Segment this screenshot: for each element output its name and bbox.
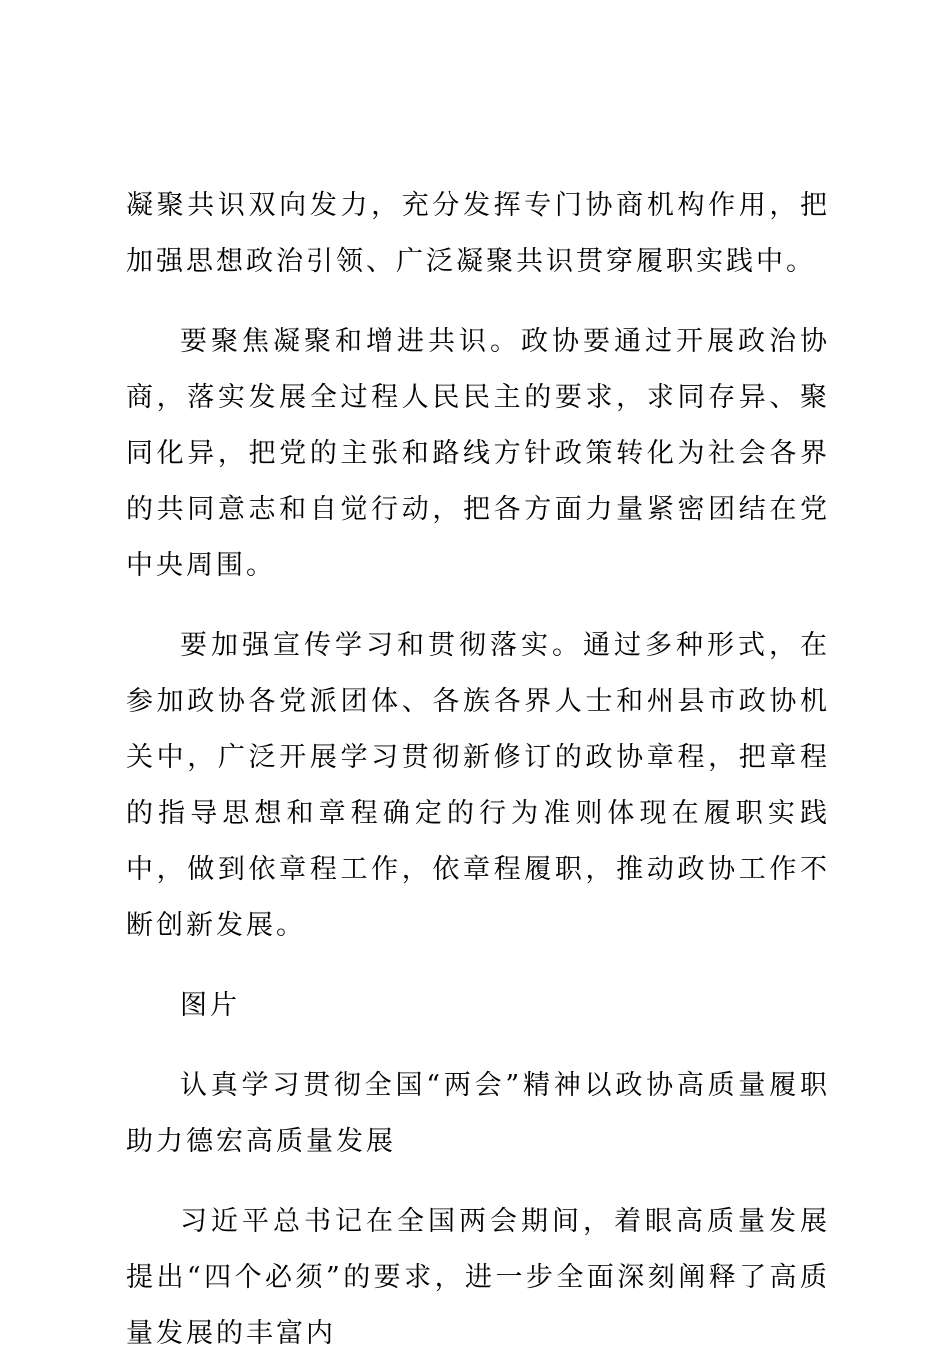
paragraph-consensus: 要聚焦凝聚和增进共识。政协要通过开展政治协商，落实发展全过程人民民主的要求，求同存异、聚同化异，把党的主张和路线方针政策转化为社会各界的共同意志和自觉行动，把各方面力量紧密团结在党中央周围。 bbox=[126, 326, 830, 581]
paragraph-continuation: 凝聚共识双向发力，充分发挥专门协商机构作用，把加强思想政治引领、广泛凝聚共识贯穿履职实践中。 bbox=[126, 190, 830, 277]
image-caption: 图片 bbox=[180, 990, 240, 1021]
section-heading: 认真学习贯彻全国“两会”精神以政协高质量履职助力德宏高质量发展 bbox=[126, 1070, 830, 1157]
paragraph-xi-remarks: 习近平总书记在全国两会期间，着眼高质量发展提出“四个必须”的要求，进一步全面深刻阐释了高质量发展的丰富内 bbox=[126, 1206, 830, 1349]
paragraph-study: 要加强宣传学习和贯彻落实。通过多种形式，在参加政协各党派团体、各族各界人士和州县市政协机关中，广泛开展学习贯彻新修订的政协章程，把章程的指导思想和章程确定的行为准则体现在履职实践中，做到依章程工作，依章程履职，推动政协工作不断创新发展。 bbox=[126, 630, 830, 941]
